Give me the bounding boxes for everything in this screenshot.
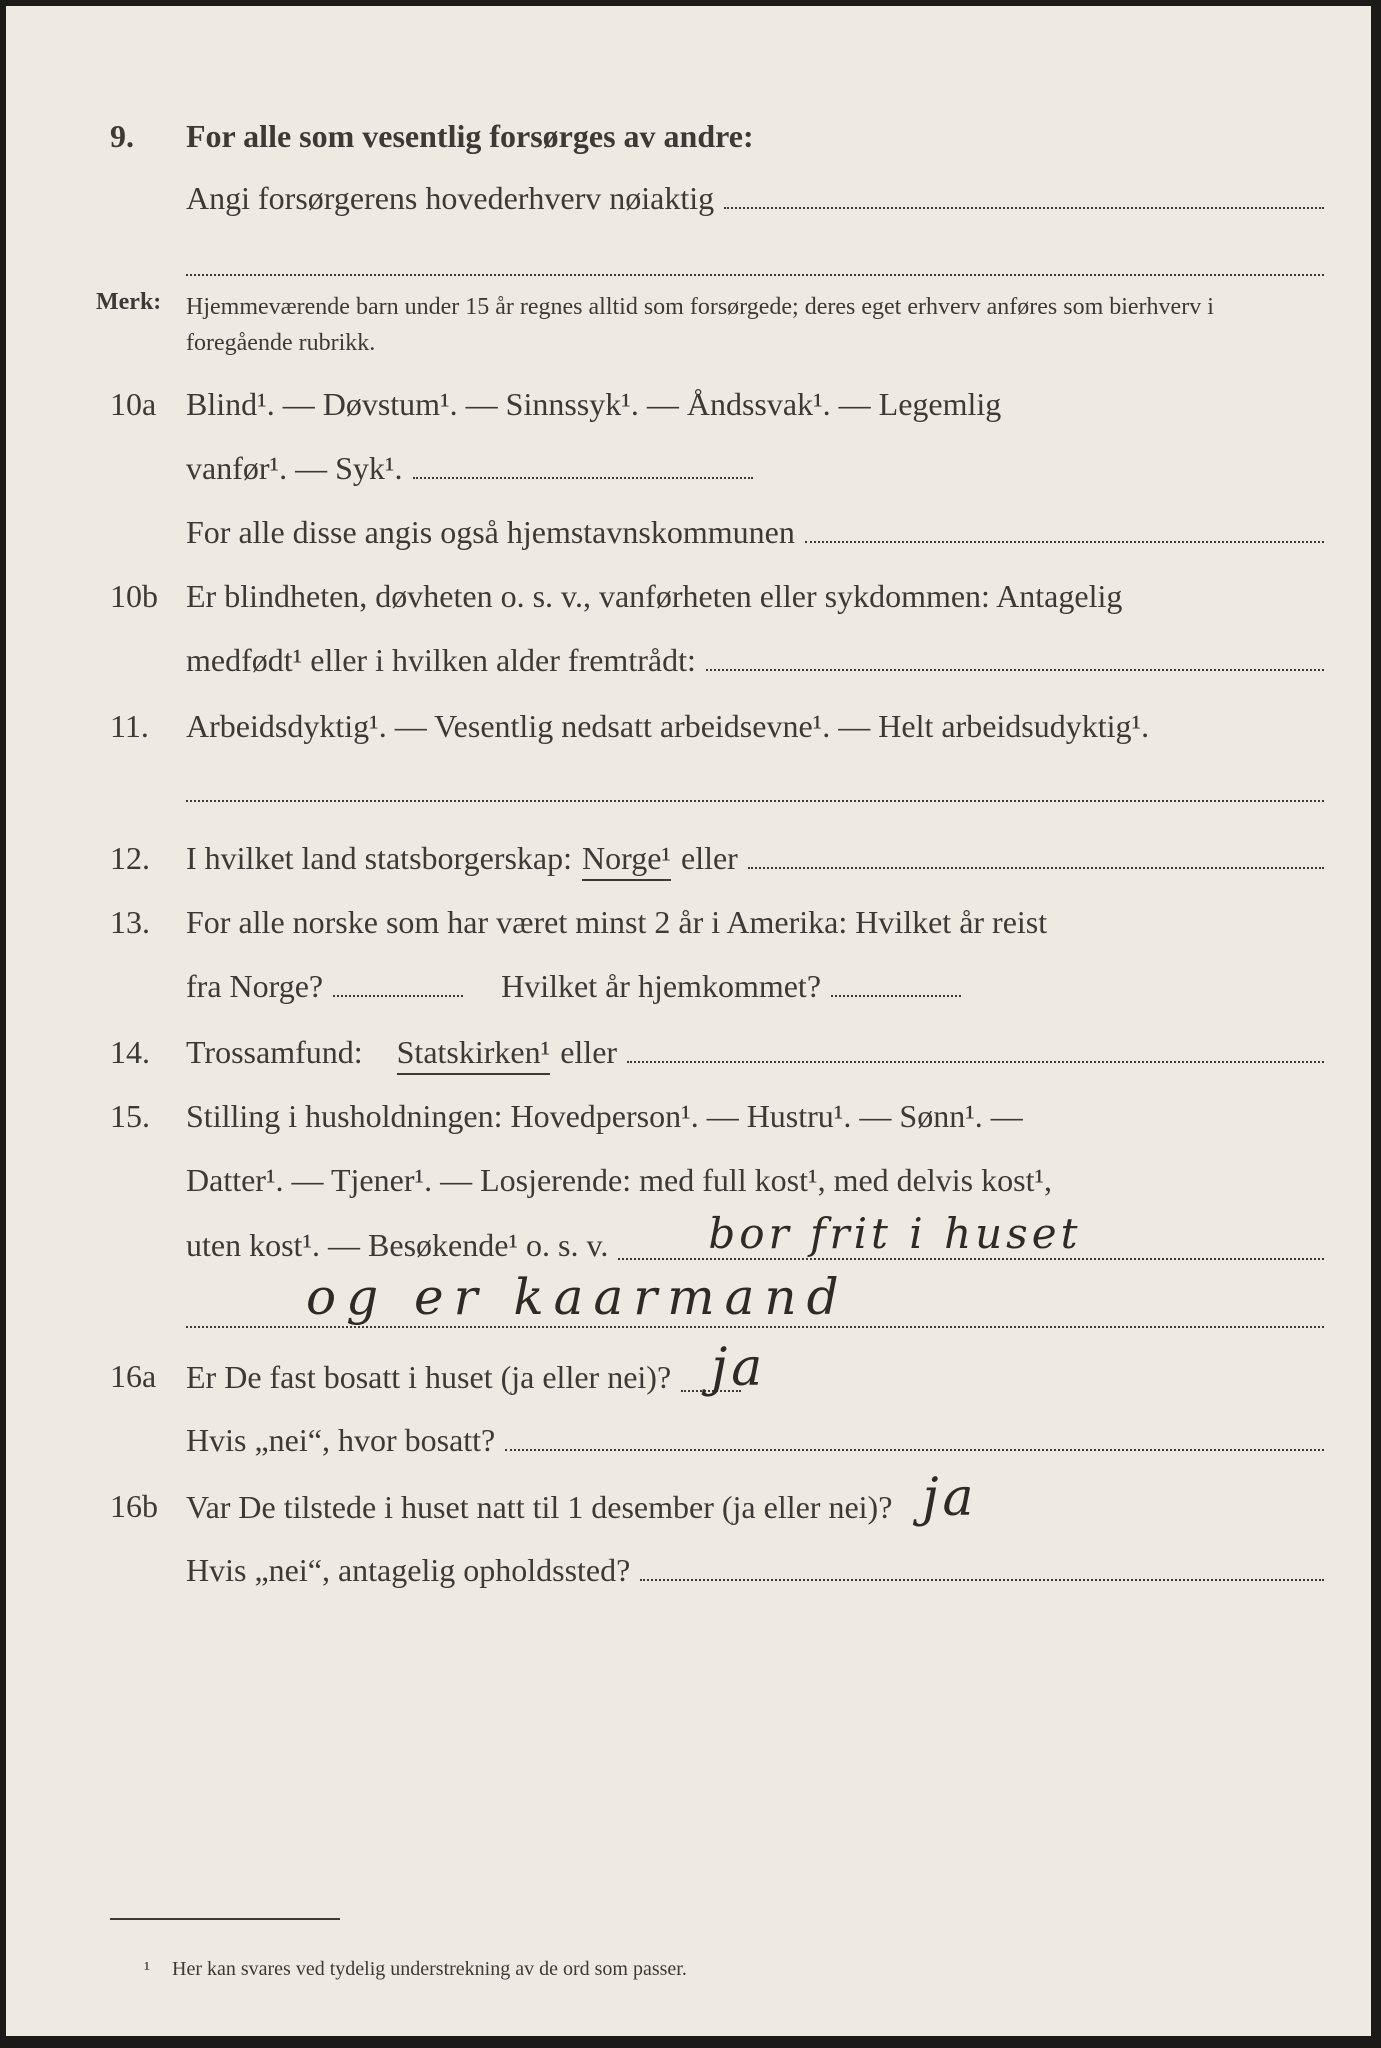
line-2 (186, 1422, 1324, 1462)
line-text: uten kost¹. — Besøkende¹ o. s. v. (186, 1227, 609, 1263)
heading-text: For alle som vesentlig forsørges av andre: (186, 118, 754, 154)
question-12 (110, 840, 1324, 884)
answer-line-hjemkommet[interactable] (831, 977, 961, 997)
census-form-page (6, 6, 1371, 2036)
answer-field[interactable] (618, 1209, 1324, 1258)
answer-field[interactable] (902, 1468, 1052, 1528)
question-11 (110, 708, 1324, 808)
footnote-mark: ¹ (144, 1958, 150, 1980)
line-text: Hvilket år hjemkommet? (501, 968, 822, 1004)
line-1 (186, 1468, 1052, 1528)
line-2 (186, 642, 1324, 682)
question-9-heading (186, 118, 754, 158)
line-text: For alle disse angis også hjemstavnskommunen (186, 514, 795, 550)
question-10a (110, 386, 1324, 550)
handwritten-answer: ja (922, 1468, 978, 1528)
question-number: 12. (110, 840, 150, 876)
answer-line[interactable] (748, 849, 1324, 869)
question-16a (110, 1338, 1324, 1458)
note-label: Merk: (96, 289, 162, 315)
note-text: Hjemmeværende barn under 15 år regnes alltid som forsørgede; deres eget erhverv anføres som bierhverv i foregående rubrikk. (186, 294, 1214, 356)
answer-line[interactable] (505, 1431, 1324, 1451)
line-4[interactable] (186, 1268, 1324, 1334)
handwritten-answer: bor frit i huset (708, 1209, 1082, 1258)
line-text: For alle norske som har været minst 2 år i Amerika: Hvilket år reist (186, 904, 1048, 940)
line-1 (186, 1338, 821, 1398)
footnote-text: Her kan svares ved tydelig understrekning av de ord som passer. (172, 1958, 687, 1980)
answer-line-extra[interactable] (186, 274, 1324, 276)
line-text: eller (680, 840, 738, 876)
line-text: Arbeidsdyktig¹. — Vesentlig nedsatt arbeidsevne¹. — Helt arbeidsudyktig¹. (186, 708, 1150, 744)
question-number: 11. (110, 708, 149, 744)
question-16b (110, 1468, 1324, 1588)
line-text: Trossamfund: (186, 1034, 363, 1070)
answer-line[interactable] (805, 523, 1324, 543)
answer-line[interactable] (706, 651, 1324, 671)
handwritten-answer: og er kaarmand (306, 1268, 849, 1326)
question-9-line (186, 180, 1324, 220)
line-3 (186, 1209, 1324, 1266)
line-text: medfødt¹ eller i hvilken alder fremtrådt: (186, 642, 696, 678)
question-number: 13. (110, 904, 150, 940)
answer-line[interactable] (186, 800, 1324, 802)
answer-line-reist[interactable] (333, 977, 463, 997)
underlined-answer[interactable]: Statskirken¹ (397, 1034, 551, 1075)
question-number: 10b (110, 578, 158, 614)
line-2 (186, 1162, 1052, 1202)
line-text: Datter¹. — Tjener¹. — Losjerende: med full kost¹, med delvis kost¹, (186, 1162, 1053, 1198)
line-1 (186, 1098, 1023, 1138)
answer-field[interactable] (681, 1338, 821, 1398)
line-text: Stilling i husholdningen: Hovedperson¹. — Hustru¹. — Sønn¹. — (186, 1098, 1023, 1134)
line-1 (186, 386, 1001, 426)
line-text: fra Norge? (186, 968, 324, 1004)
answer-line[interactable] (724, 189, 1324, 209)
footnote-divider (110, 1918, 340, 1920)
line-text: Var De tilstede i huset natt til 1 desember (ja eller nei)? (186, 1489, 893, 1525)
question-15 (110, 1098, 1324, 1348)
handwritten-answer: ja (711, 1338, 767, 1398)
line-text: Hvis „nei“, antagelig opholdssted? (186, 1552, 631, 1588)
question-number: 16b (110, 1488, 158, 1524)
underlined-answer[interactable]: Norge¹ (582, 840, 671, 881)
answer-line[interactable] (640, 1561, 1324, 1581)
question-13 (110, 904, 1324, 1004)
footnote (144, 1958, 687, 1981)
line-text: I hvilket land statsborgerskap: (186, 840, 572, 876)
line-text: Angi forsørgerens hovederhverv nøiaktig (186, 180, 715, 216)
line-text: Er De fast bosatt i huset (ja eller nei)? (186, 1359, 672, 1395)
question-number: 15. (110, 1098, 150, 1134)
line-1 (186, 904, 1047, 944)
answer-line[interactable] (627, 1043, 1324, 1063)
line-text: Hvis „nei“, hvor bosatt? (186, 1422, 496, 1458)
question-10b (110, 578, 1324, 678)
line-text: Blind¹. — Døvstum¹. — Sinnssyk¹. — Åndssvak¹. — Legemlig (186, 386, 1002, 422)
line-1 (186, 1034, 1324, 1074)
question-number: 16a (110, 1358, 157, 1394)
question-9 (110, 118, 1324, 278)
line-1 (186, 840, 1324, 880)
line-1 (186, 578, 1122, 618)
line-1 (186, 708, 1149, 748)
line-text: vanfør¹. — Syk¹. (186, 450, 403, 486)
question-number: 10a (110, 386, 157, 422)
line-2 (186, 968, 961, 1008)
question-number: 14. (110, 1034, 150, 1070)
line-2 (186, 450, 753, 490)
question-14 (110, 1034, 1324, 1078)
line-3 (186, 514, 1324, 554)
answer-line[interactable] (413, 459, 753, 479)
question-number: 9. (110, 118, 134, 154)
line-text: eller (560, 1034, 618, 1070)
line-text: Er blindheten, døvheten o. s. v., vanførheten eller sykdommen: Antagelig (186, 578, 1123, 614)
answer-field[interactable] (186, 1268, 1324, 1326)
line-2 (186, 1552, 1324, 1592)
